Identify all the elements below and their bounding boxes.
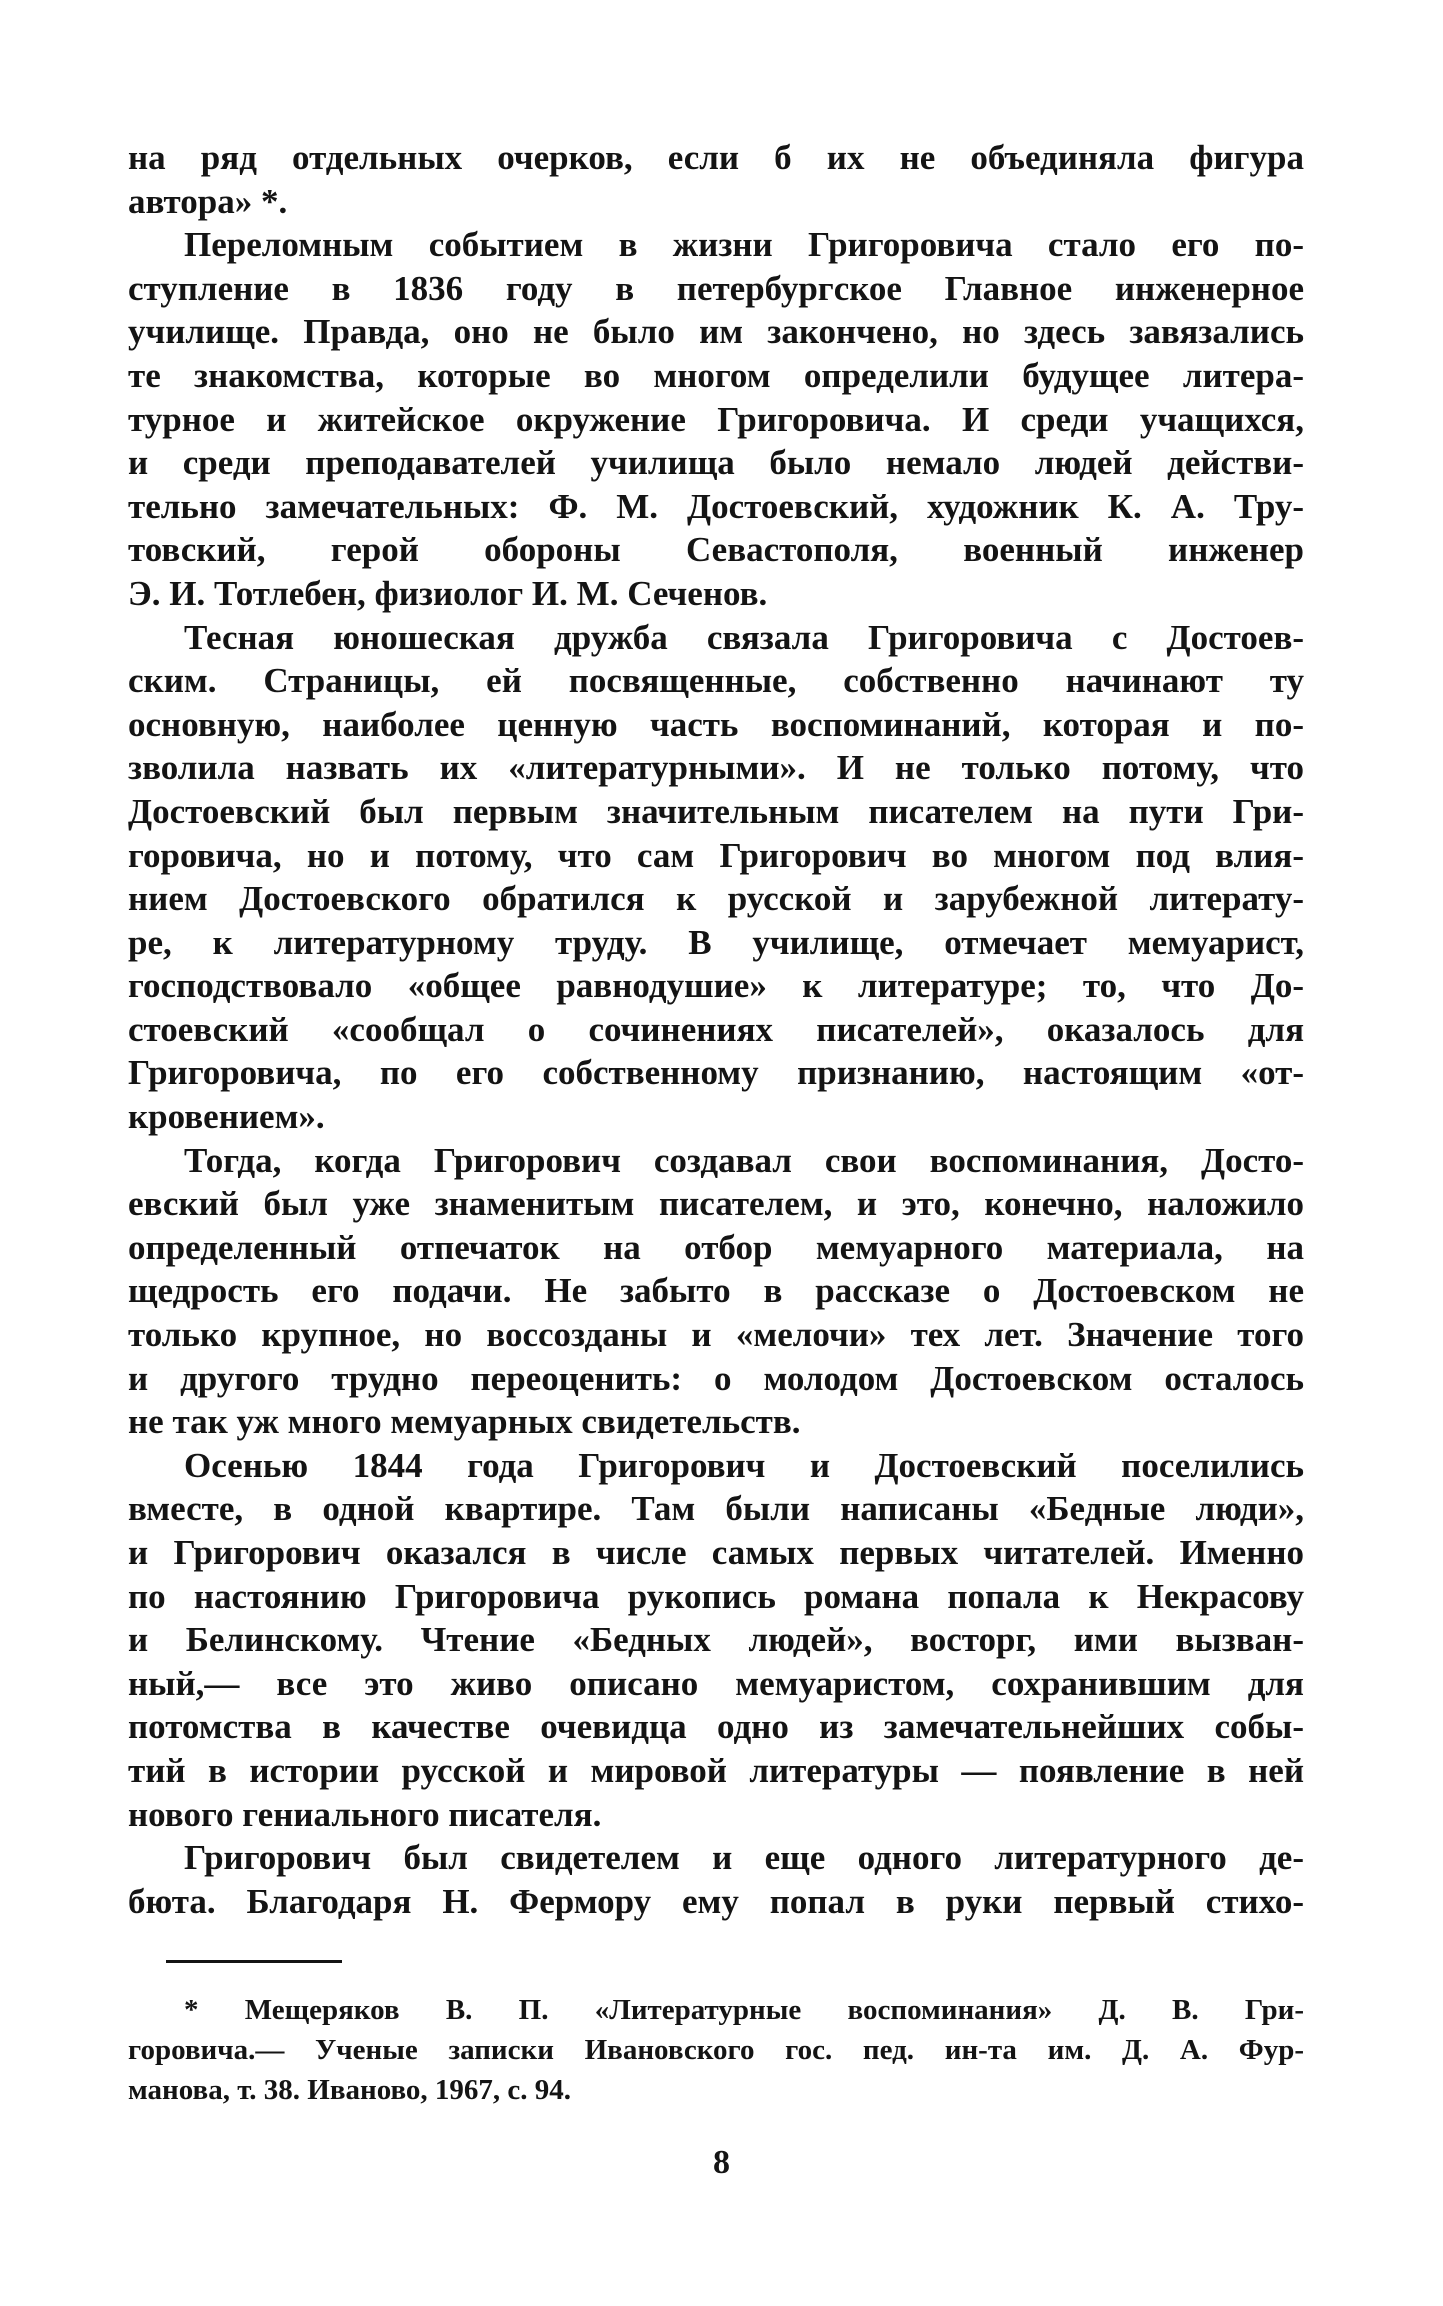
text-line: по настоянию Григоровича рукопись романа попала к Некрасову <box>128 1576 1304 1616</box>
text-line: нового гениального писателя. <box>128 1794 602 1834</box>
text-line: ступление в 1836 году в петербургское Главное инженерное <box>128 268 1304 308</box>
text-line: и Григорович оказался в числе самых первых читателей. Именно <box>128 1533 1304 1572</box>
text-line: Э. И. Тотлебен, физиолог И. М. Сеченов. <box>128 573 768 613</box>
text-line: евский был уже знаменитым писателем, и это, конечно, наложило <box>128 1184 1304 1224</box>
text-line: определенный отпечаток на отбор мемуарного материала, на <box>128 1227 1304 1267</box>
text-line: тельно замечательных: Ф. М. Достоевский, художник К. А. Тру- <box>128 486 1304 526</box>
text-line: Осенью 1844 года Григорович и Достоевский поселились <box>184 1445 1304 1485</box>
text-line: Переломным событием в жизни Григоровича стало его по- <box>184 225 1304 265</box>
text-line: автора» *. <box>128 181 288 221</box>
text-line: потомства в качестве очевидца одно из замечательнейших собы- <box>128 1707 1304 1747</box>
footnote-line: * Мещеряков В. П. «Литературные воспоминания» Д. В. Гри- <box>184 1994 1304 2026</box>
text-line: училище. Правда, оно не было им закончено, но здесь завязались <box>128 312 1304 352</box>
text-line: Достоевский был первым значительным писателем на пути Гри- <box>128 791 1304 831</box>
text-line: не так уж много мемуарных свидетельств. <box>128 1402 801 1442</box>
page-number: 8 <box>713 2144 730 2181</box>
text-line: и Белинскому. Чтение «Бедных людей», восторг, ими вызван- <box>128 1620 1304 1660</box>
footnote-divider <box>166 1960 342 1963</box>
text-line: щедрость его подачи. Не забыто в рассказе о Достоевском не <box>128 1271 1304 1311</box>
main-text <box>128 136 1304 1923</box>
text-line: господствовало «общее равнодушие» к литературе; то, что До- <box>128 966 1304 1006</box>
text-line: Тогда, когда Григорович создавал свои воспоминания, Досто- <box>184 1140 1304 1180</box>
text-line: ре, к литературному труду. В училище, отмечает мемуарист, <box>128 922 1304 962</box>
text-line: горовича, но и потому, что сам Григорович во многом под влия- <box>128 835 1304 875</box>
text-line: нием Достоевского обратился к русской и зарубежной литерату- <box>128 879 1304 919</box>
text-line: Григорович был свидетелем и еще одного литературного де- <box>184 1838 1304 1878</box>
text-line: только крупное, но воссозданы и «мелочи» тех лет. Значение того <box>128 1315 1304 1355</box>
text-line: Григоровича, по его собственному признанию, настоящим «от- <box>128 1053 1304 1093</box>
text-line: кровением». <box>128 1097 325 1137</box>
text-line: и среди преподавателей училища было немало людей действи- <box>128 443 1304 483</box>
text-line: Тесная юношеская дружба связала Григоровича с Достоев- <box>184 617 1304 657</box>
text-line: и другого трудно переоценить: о молодом Достоевском осталось <box>128 1358 1304 1398</box>
text-line: бюта. Благодаря Н. Фермору ему попал в руки первый стихо- <box>128 1881 1304 1921</box>
text-line: зволила назвать их «литературными». И не только потому, что <box>128 748 1304 788</box>
text-line: ный,— все это живо описано мемуаристом, сохранившим для <box>128 1663 1304 1703</box>
text-line: вместе, в одной квартире. Там были написаны «Бедные люди», <box>128 1489 1304 1529</box>
text-line: стоевский «сообщал о сочинениях писателей», оказалось для <box>128 1009 1304 1049</box>
text-line: турное и житейское окружение Григоровича. И среди учащихся, <box>128 399 1304 439</box>
text-line: на ряд отдельных очерков, если б их не объединяла фигура <box>128 138 1304 177</box>
footnote-line: манова, т. 38. Иваново, 1967, с. 94. <box>128 2074 572 2106</box>
text-line: ским. Страницы, ей посвященные, собственно начинают ту <box>128 661 1304 701</box>
text-line: основную, наиболее ценную часть воспоминаний, которая и по- <box>128 704 1304 744</box>
text-line: тий в истории русской и мировой литературы — появление в ней <box>128 1750 1304 1790</box>
text-line: товский, герой обороны Севастополя, военный инженер <box>128 530 1304 570</box>
footnote <box>128 1990 1304 2110</box>
text-line: те знакомства, которые во многом определили будущее литера- <box>128 355 1304 395</box>
footnote-line: горовича.— Ученые записки Ивановского гос. пед. ин-та им. Д. А. Фур- <box>128 2034 1304 2066</box>
